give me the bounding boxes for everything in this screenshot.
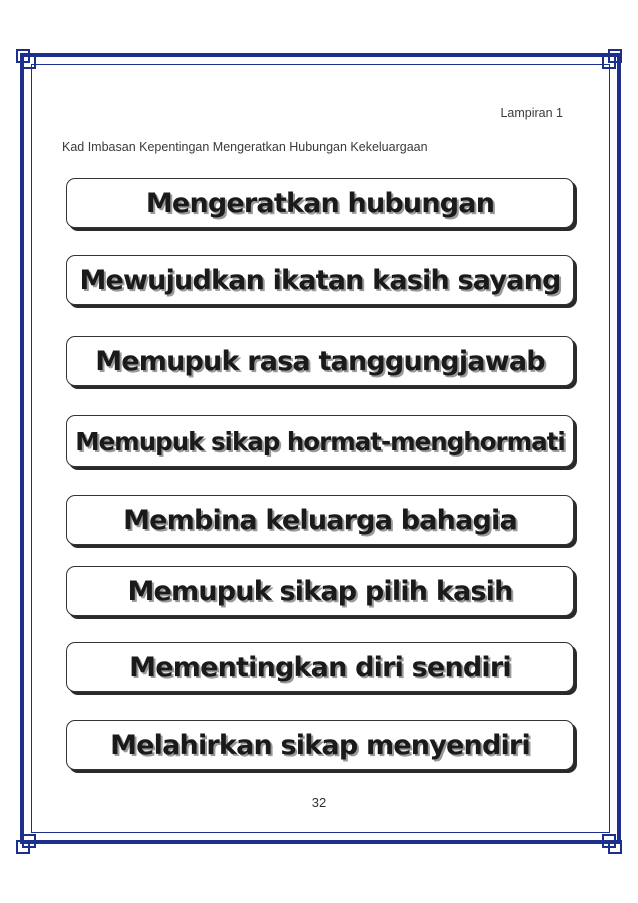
page-number: 32 [311, 795, 327, 810]
corner-ornament-icon [14, 47, 40, 73]
flash-card [66, 255, 574, 305]
flash-card-text: Memupuk sikap pilih kasih [127, 575, 513, 607]
flash-card [66, 178, 574, 228]
flash-card [66, 495, 574, 545]
flash-card-text: Memupuk sikap hormat-menghormati [75, 426, 565, 456]
flash-card [66, 720, 574, 770]
flash-card-text: Membina keluarga bahagia [123, 504, 517, 536]
corner-ornament-icon [14, 830, 40, 856]
flash-card-text: Mengeratkan hubungan [145, 187, 495, 219]
flash-card-text: Mewujudkan ikatan kasih sayang [79, 264, 561, 296]
flash-card [66, 566, 574, 616]
flash-card-text: Memupuk rasa tanggungjawab [95, 345, 545, 377]
flash-card-text: Mementingkan diri sendiri [129, 651, 511, 683]
flash-card [66, 415, 574, 467]
flash-card [66, 336, 574, 386]
flash-card [66, 642, 574, 692]
corner-ornament-icon [598, 47, 624, 73]
page-title: Kad Imbasan Kepentingan Mengeratkan Hubungan Kekeluargaan [62, 140, 428, 154]
flash-card-text: Melahirkan sikap menyendiri [110, 729, 530, 761]
appendix-label: Lampiran 1 [500, 106, 563, 120]
corner-ornament-icon [598, 830, 624, 856]
